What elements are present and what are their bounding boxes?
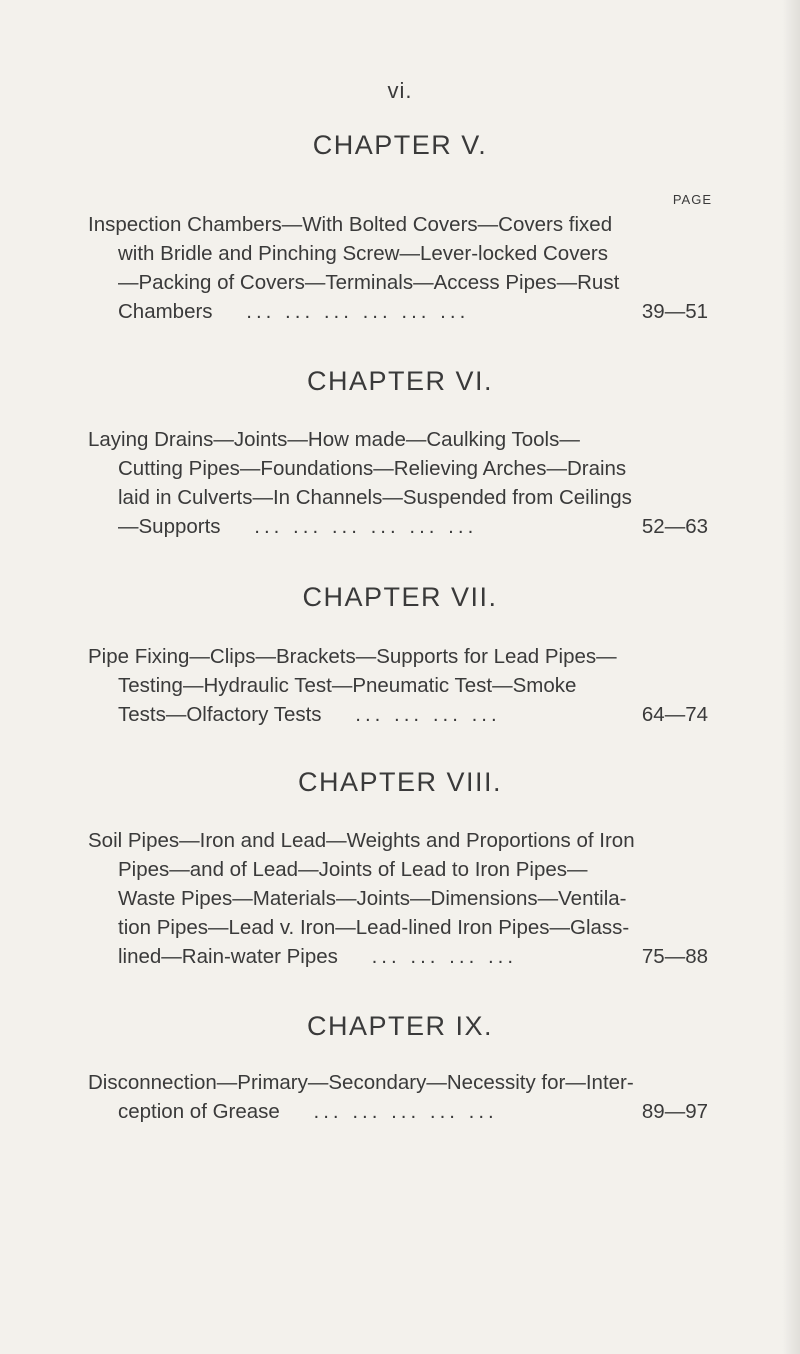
- content-line-last: [88, 1097, 708, 1126]
- content-line: Disconnection—Primary—Secondary—Necessity for—Inter-: [88, 1071, 634, 1094]
- content-line-last: [88, 512, 708, 541]
- chapter-vii-contents: [88, 642, 708, 729]
- page-number: vi.: [387, 78, 413, 103]
- content-line-text: lined—Rain-water Pipes: [118, 945, 338, 968]
- page-range: 52—63: [641, 515, 708, 538]
- chapter-viii-heading: CHAPTER VIII.: [297, 767, 503, 797]
- chapter-v-heading: CHAPTER V.: [312, 130, 488, 160]
- dot-leaders: ... ... ... ...: [371, 945, 518, 968]
- chapter-ix-contents: [88, 1068, 708, 1126]
- content-line-text: Tests—Olfactory Tests: [118, 703, 322, 726]
- content-line: with Bridle and Pinching Screw—Lever-locked Covers: [118, 242, 608, 265]
- content-line-last: [88, 297, 708, 326]
- chapter-vi-heading: CHAPTER VI.: [306, 366, 494, 396]
- content-line-last: [88, 700, 708, 729]
- content-line-text: —Supports: [118, 515, 221, 538]
- dot-leaders: ... ... ... ... ... ...: [246, 300, 470, 323]
- page-range: 75—88: [641, 945, 708, 968]
- content-line: Soil Pipes—Iron and Lead—Weights and Proportions of Iron: [88, 829, 635, 852]
- content-line: laid in Culverts—In Channels—Suspended from Ceilings: [118, 486, 632, 509]
- chapter-viii-contents: [88, 826, 708, 971]
- chapter-vi-contents: [88, 425, 708, 541]
- chapter-v-contents: [88, 210, 708, 326]
- content-line: Cutting Pipes—Foundations—Relieving Arches—Drains: [118, 457, 627, 480]
- dot-leaders: ... ... ... ... ... ...: [254, 515, 478, 538]
- page-range: 39—51: [641, 300, 708, 323]
- content-line: —Packing of Covers—Terminals—Access Pipes—Rust: [118, 271, 620, 294]
- content-line-text: ception of Grease: [118, 1100, 280, 1123]
- page-range: 89—97: [641, 1100, 708, 1123]
- content-line: Waste Pipes—Materials—Joints—Dimensions—Ventila-: [118, 887, 627, 910]
- content-line-last: [88, 942, 708, 971]
- content-line: Testing—Hydraulic Test—Pneumatic Test—Smoke: [118, 674, 577, 697]
- dot-leaders: ... ... ... ...: [355, 703, 501, 726]
- content-line: Pipe Fixing—Clips—Brackets—Supports for Lead Pipes—: [88, 645, 617, 668]
- dot-leaders: ... ... ... ... ...: [313, 1100, 498, 1123]
- chapter-vii-heading: CHAPTER VII.: [302, 582, 498, 612]
- page-range: 64—74: [641, 703, 708, 726]
- content-line: Laying Drains—Joints—How made—Caulking Tools—: [88, 428, 580, 451]
- chapter-ix-heading: CHAPTER IX.: [306, 1011, 494, 1041]
- content-line: Inspection Chambers—With Bolted Covers—Covers fixed: [88, 213, 613, 236]
- page-column-label: PAGE: [672, 192, 712, 207]
- content-line: Pipes—and of Lead—Joints of Lead to Iron Pipes—: [118, 858, 588, 881]
- content-line: tion Pipes—Lead v. Iron—Lead-lined Iron Pipes—Glass-: [118, 916, 630, 939]
- content-line-text: Chambers: [118, 300, 213, 323]
- page-edge-shadow: [782, 0, 800, 1354]
